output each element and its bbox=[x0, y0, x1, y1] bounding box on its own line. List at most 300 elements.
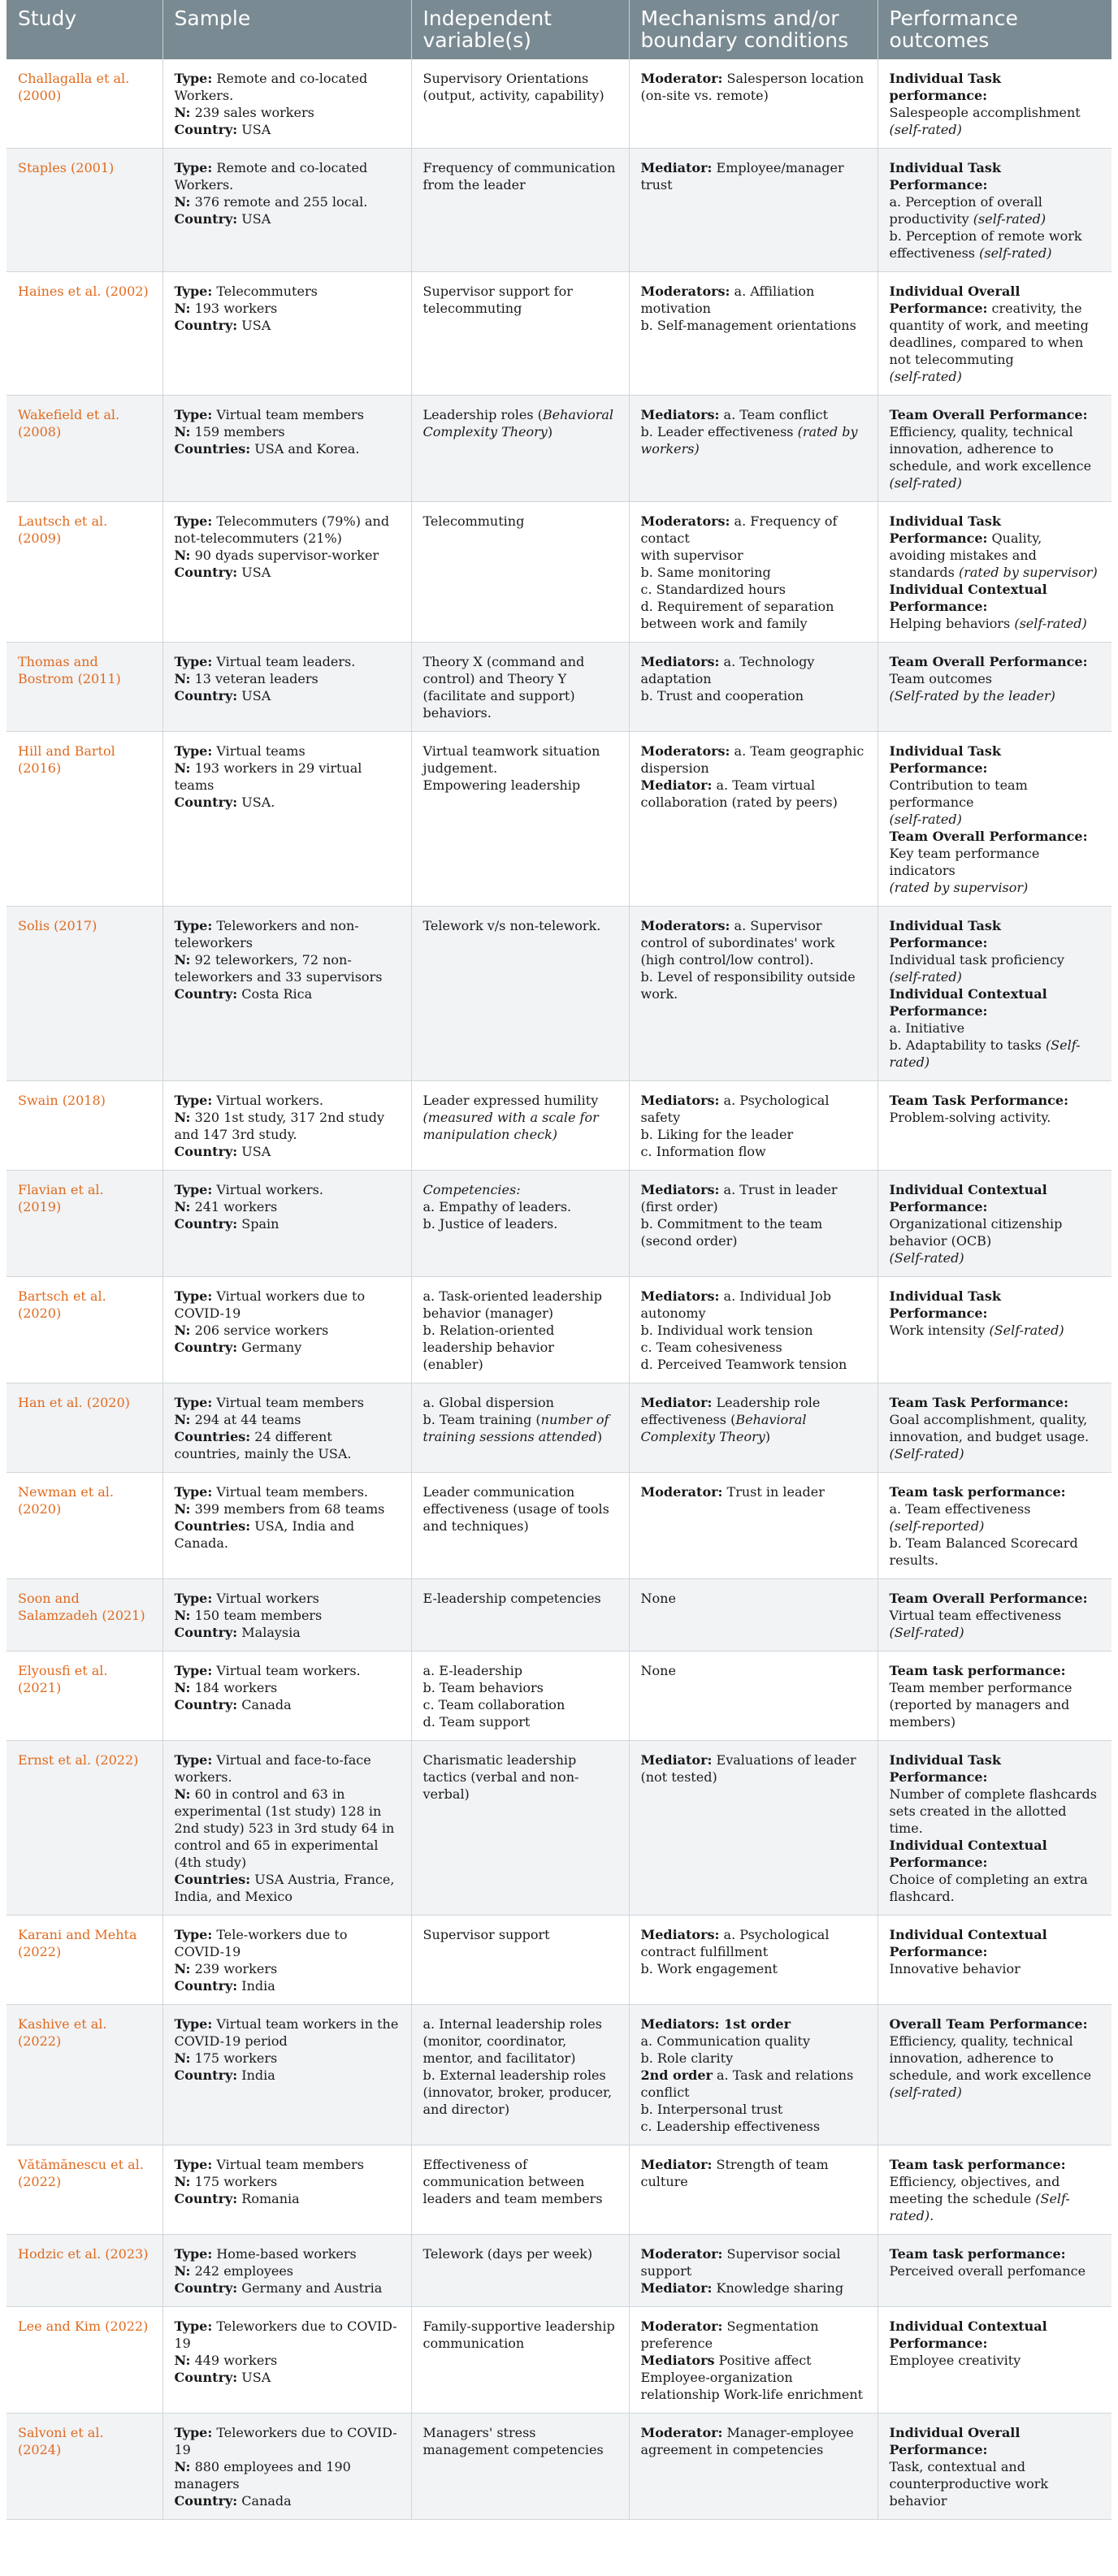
bold-label: Team task performance: bbox=[889, 1484, 1066, 1500]
study-link: Bartsch et al. (2020) bbox=[18, 1288, 106, 1321]
sample-label: N: bbox=[174, 2353, 191, 2368]
sample-value: 175 workers bbox=[194, 2050, 278, 2066]
italic-text: (Self-rated) bbox=[989, 1323, 1064, 1338]
cell-line bbox=[890, 1871, 1101, 1905]
cell-line bbox=[641, 406, 866, 423]
study-cell[interactable] bbox=[6, 149, 162, 272]
cell-line bbox=[890, 1662, 1101, 1679]
sample-line bbox=[175, 2369, 400, 2386]
bold-label: 2nd order bbox=[640, 2067, 713, 2083]
table-row bbox=[6, 1741, 1112, 1916]
independent-variable-cell bbox=[411, 2307, 629, 2414]
sample-value: Virtual team workers in the COVID-19 period bbox=[174, 2016, 399, 2049]
cell-line bbox=[423, 2156, 618, 2207]
cell-line bbox=[641, 1356, 866, 1373]
mechanisms-cell bbox=[629, 1171, 878, 1277]
sample-line bbox=[175, 1624, 400, 1641]
sample-value: Malaysia bbox=[241, 1625, 301, 1640]
line-text: Helping behaviors bbox=[889, 616, 1015, 631]
cell-line bbox=[641, 598, 866, 632]
independent-variable-cell bbox=[411, 1473, 629, 1579]
italic-text: (self-rated) bbox=[889, 369, 962, 384]
line-text: a. Technology adaptation bbox=[640, 654, 815, 686]
study-link: Elyousfi et al. (2021) bbox=[18, 1663, 108, 1695]
sample-cell bbox=[162, 2145, 411, 2235]
independent-variable-cell bbox=[411, 1277, 629, 1383]
cell-line bbox=[641, 1394, 866, 1445]
sample-cell bbox=[162, 59, 411, 149]
study-cell[interactable] bbox=[6, 1171, 162, 1277]
sample-line bbox=[175, 1288, 400, 1322]
italic-text: (Self-rated by the leader) bbox=[889, 688, 1055, 704]
sample-line bbox=[175, 121, 400, 138]
cell-line bbox=[641, 1181, 866, 1215]
line-text: c. Team collaboration bbox=[422, 1697, 566, 1712]
sample-value: Teleworkers and non-teleworkers bbox=[174, 918, 359, 950]
sample-value: 449 workers bbox=[194, 2353, 278, 2368]
sample-value: Romania bbox=[241, 2191, 300, 2206]
study-cell[interactable] bbox=[6, 2005, 162, 2145]
cell-line bbox=[890, 1483, 1101, 1500]
cell-line bbox=[423, 1679, 618, 1696]
bold-label: Moderator: bbox=[640, 71, 723, 86]
line-text: Leader expressed humility bbox=[422, 1093, 599, 1108]
cell-line bbox=[641, 2101, 866, 2118]
mechanisms-cell bbox=[629, 502, 878, 643]
line-text: a. Psychological contract fulfillment bbox=[640, 1927, 830, 1959]
italic-text: (Self-rated) bbox=[889, 1037, 1081, 1070]
line-text: a. Affiliation motivation bbox=[640, 284, 815, 316]
line-text: b. Team behaviors bbox=[422, 1680, 544, 1695]
sample-value: 239 workers bbox=[194, 1961, 278, 1976]
cell-line bbox=[890, 2156, 1101, 2173]
cell-line bbox=[423, 1662, 618, 1679]
sample-cell bbox=[162, 2005, 411, 2145]
line-text: a. Perception of overall productivity bbox=[889, 194, 1042, 227]
sample-line bbox=[175, 985, 400, 1002]
performance-outcomes-cell bbox=[878, 502, 1112, 643]
cell-line bbox=[890, 581, 1101, 615]
cell-line bbox=[641, 2033, 866, 2050]
line-text: Efficiency, objectives, and meeting the schedule bbox=[889, 2174, 1060, 2206]
study-cell[interactable] bbox=[6, 272, 162, 396]
sample-label: N: bbox=[174, 2174, 191, 2189]
cell-line bbox=[641, 2050, 866, 2067]
cell-line bbox=[890, 1751, 1101, 1786]
table-row bbox=[6, 1171, 1112, 1277]
cell-line bbox=[641, 1483, 866, 1500]
line-text: ) bbox=[765, 1429, 771, 1444]
line-text: a. Frequency of contact bbox=[640, 513, 838, 546]
cell-line bbox=[890, 406, 1101, 423]
cell-line bbox=[641, 1662, 866, 1679]
table-row bbox=[6, 732, 1112, 907]
sample-cell bbox=[162, 1171, 411, 1277]
study-cell[interactable] bbox=[6, 2307, 162, 2414]
mechanisms-cell bbox=[629, 149, 878, 272]
cell-line bbox=[890, 1590, 1101, 1607]
study-cell[interactable] bbox=[6, 1741, 162, 1916]
sample-value: Canada bbox=[241, 1697, 292, 1712]
sample-label: Country: bbox=[174, 688, 238, 704]
line-text: Organizational citizenship behavior (OCB) bbox=[889, 1216, 1063, 1249]
cell-line bbox=[423, 2015, 618, 2067]
table-row bbox=[6, 396, 1112, 502]
cell-line bbox=[423, 1215, 618, 1232]
italic-text: (Self-rated) bbox=[889, 1625, 964, 1640]
sample-cell bbox=[162, 1741, 411, 1916]
sample-label: Country: bbox=[174, 318, 238, 333]
mechanisms-cell bbox=[629, 1916, 878, 2005]
study-cell[interactable] bbox=[6, 2414, 162, 2520]
sample-line bbox=[175, 670, 400, 687]
bold-label: Moderators: bbox=[640, 284, 730, 299]
line-text: b. Self-management orientations bbox=[640, 318, 856, 333]
cell-line bbox=[641, 653, 866, 687]
bold-label: Moderators: bbox=[640, 743, 730, 759]
bold-label: Individual Contextual Performance: bbox=[889, 986, 1047, 1019]
sample-cell bbox=[162, 643, 411, 732]
line-text: b. Team training ( bbox=[422, 1412, 541, 1427]
cell-line bbox=[423, 1109, 618, 1143]
bold-label: Team Overall Performance: bbox=[889, 654, 1088, 669]
line-text: c. Leadership effectiveness bbox=[640, 2119, 821, 2134]
study-cell[interactable] bbox=[6, 2145, 162, 2235]
bold-label: Mediators: bbox=[640, 1288, 720, 1304]
sample-label: Country: bbox=[174, 2280, 238, 2296]
italic-text: (self-rated) bbox=[973, 211, 1046, 227]
mechanisms-cell bbox=[629, 643, 878, 732]
cell-line bbox=[641, 159, 866, 193]
cell-line bbox=[890, 1535, 1101, 1569]
independent-variable-cell bbox=[411, 502, 629, 643]
cell-line bbox=[641, 1322, 866, 1339]
sample-line bbox=[175, 1215, 400, 1232]
study-cell[interactable] bbox=[6, 643, 162, 732]
cell-line bbox=[890, 917, 1101, 951]
italic-text: (self-rated) bbox=[1014, 616, 1087, 631]
bold-label: Individual Task performance: bbox=[889, 71, 1001, 103]
study-cell[interactable] bbox=[6, 2235, 162, 2307]
study-link: Challagalla et al. (2000) bbox=[18, 71, 130, 103]
sample-value: Germany and Austria bbox=[241, 2280, 383, 2296]
cell-line bbox=[890, 1322, 1101, 1339]
sample-label: Country: bbox=[174, 2370, 238, 2385]
sample-value: Virtual team leaders. bbox=[216, 654, 356, 669]
table-row bbox=[6, 1652, 1112, 1741]
sample-label: Type: bbox=[174, 1927, 213, 1942]
sample-value: Remote and co-located Workers. bbox=[174, 71, 368, 103]
line-text: b. Commitment to the team (second order) bbox=[640, 1216, 823, 1249]
sample-value: India bbox=[241, 2067, 275, 2083]
performance-outcomes-cell bbox=[878, 907, 1112, 1081]
line-text: Work intensity bbox=[889, 1323, 990, 1338]
sample-label: Type: bbox=[174, 2246, 213, 2262]
study-cell[interactable] bbox=[6, 1277, 162, 1383]
sample-line bbox=[175, 794, 400, 811]
line-text: d. Requirement of separation between work and family bbox=[640, 599, 834, 631]
cell-line bbox=[890, 2458, 1101, 2509]
sample-value: Telecommuters bbox=[216, 284, 318, 299]
sample-line bbox=[175, 1428, 400, 1462]
cell-line bbox=[423, 2067, 618, 2118]
sample-line bbox=[175, 1322, 400, 1339]
bold-label: Mediator: bbox=[640, 2280, 713, 2296]
cell-line bbox=[423, 283, 618, 317]
sample-line bbox=[175, 2015, 400, 2050]
line-text: Contribution to team performance bbox=[889, 777, 1028, 810]
sample-value: USA. bbox=[241, 794, 275, 810]
sample-value: Home-based workers bbox=[216, 2246, 357, 2262]
bold-label: Moderator: bbox=[640, 2425, 723, 2440]
bold-label: Team task performance: bbox=[889, 2246, 1066, 2262]
cell-line bbox=[890, 1926, 1101, 1960]
sample-cell bbox=[162, 1652, 411, 1741]
mechanisms-cell bbox=[629, 907, 878, 1081]
sample-line bbox=[175, 1500, 400, 1517]
cell-line bbox=[890, 615, 1101, 632]
cell-line bbox=[641, 2156, 866, 2190]
line-text: Leadership roles ( bbox=[422, 407, 543, 422]
study-link: Swain (2018) bbox=[18, 1093, 106, 1108]
bold-label: Moderator: bbox=[640, 2318, 723, 2334]
sample-line bbox=[175, 1977, 400, 1994]
cell-line bbox=[890, 1500, 1101, 1517]
bold-label: Individual Task Performance: bbox=[889, 1752, 1001, 1785]
study-link: Han et al. (2020) bbox=[18, 1395, 130, 1410]
line-text: creativity, the quantity of work, and meeting deadlines, compared to when not telecommuting bbox=[889, 301, 1089, 367]
italic-text: (Self-rated) bbox=[889, 1250, 964, 1266]
cell-line bbox=[890, 2262, 1101, 2279]
cell-line bbox=[641, 2245, 866, 2279]
table-row bbox=[6, 1277, 1112, 1383]
cell-line bbox=[641, 777, 866, 811]
line-text: None bbox=[640, 1591, 676, 1606]
line-text: Frequency of communication from the leader bbox=[422, 160, 616, 193]
sample-value: Teleworkers due to COVID-19 bbox=[174, 2318, 397, 2351]
table-row bbox=[6, 272, 1112, 396]
study-cell[interactable] bbox=[6, 1652, 162, 1741]
line-text: b. Same monitoring bbox=[640, 565, 771, 580]
cell-line bbox=[890, 104, 1101, 121]
line-text: a. E-leadership bbox=[422, 1663, 522, 1678]
cell-line bbox=[423, 1483, 618, 1535]
sample-line bbox=[175, 2190, 400, 2207]
study-cell[interactable] bbox=[6, 907, 162, 1081]
line-text: b. Trust and cooperation bbox=[640, 688, 804, 704]
cell-line bbox=[890, 1411, 1101, 1445]
sample-line bbox=[175, 1696, 400, 1713]
bold-label: Mediators: bbox=[640, 407, 720, 422]
sample-label: Country: bbox=[174, 211, 238, 227]
study-cell[interactable] bbox=[6, 502, 162, 643]
bold-label: Individual Contextual Performance: bbox=[889, 2318, 1047, 2351]
table-row bbox=[6, 149, 1112, 272]
cell-line bbox=[641, 917, 866, 968]
bold-label: Moderators: bbox=[640, 513, 730, 529]
bold-label: Team Task Performance: bbox=[889, 1395, 1068, 1410]
cell-line bbox=[641, 1590, 866, 1607]
bold-label: Individual Overall Performance: bbox=[889, 2425, 1020, 2457]
header-row bbox=[6, 0, 1112, 59]
line-text: Innovative behavior bbox=[889, 1961, 1020, 1976]
study-link: Hill and Bartol (2016) bbox=[18, 743, 115, 776]
cell-line bbox=[641, 1215, 866, 1249]
cell-line bbox=[423, 653, 618, 721]
sample-label: Type: bbox=[174, 2425, 213, 2440]
performance-outcomes-cell bbox=[878, 1741, 1112, 1916]
study-cell[interactable] bbox=[6, 1579, 162, 1652]
cell-line bbox=[890, 879, 1101, 896]
sample-label: Countries: bbox=[174, 441, 251, 457]
sample-cell bbox=[162, 1579, 411, 1652]
cell-line bbox=[423, 406, 618, 440]
sample-value: 175 workers bbox=[194, 2174, 278, 2189]
sample-cell bbox=[162, 907, 411, 1081]
bold-label: Team Overall Performance: bbox=[889, 407, 1088, 422]
line-text: Supervisory Orientations (output, activity, capability) bbox=[422, 71, 604, 103]
performance-outcomes-cell bbox=[878, 2414, 1112, 2520]
sample-label: N: bbox=[174, 424, 191, 439]
study-link: Ernst et al. (2022) bbox=[18, 1752, 139, 1768]
sample-line bbox=[175, 70, 400, 104]
line-text: Segmentation preference bbox=[640, 2318, 819, 2351]
bold-label: Individual Contextual Performance: bbox=[889, 582, 1047, 614]
independent-variable-cell bbox=[411, 2235, 629, 2307]
sample-value: 241 workers bbox=[194, 1199, 278, 1214]
study-link: Salvoni et al. (2024) bbox=[18, 2425, 104, 2457]
line-text: b. Adaptability to tasks bbox=[889, 1037, 1046, 1053]
bold-label: Moderators: bbox=[640, 918, 730, 933]
bold-label: Individual Task Performance: bbox=[889, 513, 1001, 546]
line-text: a. Communication quality bbox=[640, 2033, 811, 2049]
cell-line bbox=[641, 423, 866, 457]
sample-cell bbox=[162, 1277, 411, 1383]
sample-value: USA Austria, France, India, and Mexico bbox=[174, 1872, 395, 1904]
study-cell[interactable] bbox=[6, 59, 162, 149]
sample-label: N: bbox=[174, 105, 191, 120]
cell-line bbox=[641, 1339, 866, 1356]
sample-label: Country: bbox=[174, 2067, 238, 2083]
sample-label: Type: bbox=[174, 1484, 213, 1500]
sample-label: Type: bbox=[174, 1093, 213, 1108]
bold-label: Team Task Performance: bbox=[889, 1093, 1068, 1108]
cell-line bbox=[890, 653, 1101, 670]
line-text: Number of complete flashcards sets created in the allotted time. bbox=[889, 1786, 1097, 1836]
bold-label: Team Overall Performance: bbox=[889, 1591, 1088, 1606]
sample-line bbox=[175, 2156, 400, 2173]
italic-text: (Self-rated). bbox=[889, 2191, 1070, 2223]
sample-line bbox=[175, 1751, 400, 1786]
study-cell[interactable] bbox=[6, 1473, 162, 1579]
sample-value: 90 dyads supervisor-worker bbox=[194, 548, 379, 563]
study-cell[interactable] bbox=[6, 1081, 162, 1171]
bold-label: Moderator: bbox=[640, 2246, 723, 2262]
line-text: ) bbox=[596, 1429, 603, 1444]
sample-value: Virtual team members bbox=[216, 1395, 364, 1410]
sample-line bbox=[175, 760, 400, 794]
cell-line bbox=[423, 1696, 618, 1713]
bold-label: Individual Task Performance: bbox=[889, 743, 1001, 776]
line-text: a. Supervisor control of subordinates' work (high control/low control). bbox=[640, 918, 835, 968]
cell-line bbox=[641, 2318, 866, 2352]
cell-line bbox=[890, 2015, 1101, 2033]
sample-line bbox=[175, 2318, 400, 2352]
cell-line bbox=[423, 1181, 618, 1198]
sample-value: 294 at 44 teams bbox=[194, 1412, 301, 1427]
sample-line bbox=[175, 1339, 400, 1356]
sample-label: N: bbox=[174, 1680, 191, 1695]
performance-outcomes-cell bbox=[878, 1579, 1112, 1652]
sample-value: 239 sales workers bbox=[194, 105, 314, 120]
mechanisms-cell bbox=[629, 1473, 878, 1579]
sample-label: Countries: bbox=[174, 1872, 251, 1887]
cell-line bbox=[641, 283, 866, 317]
cell-line bbox=[641, 547, 866, 564]
performance-outcomes-cell bbox=[878, 272, 1112, 396]
cell-line bbox=[641, 317, 866, 334]
line-text: Quality, avoiding mistakes and standards bbox=[889, 530, 1042, 580]
table-row bbox=[6, 1916, 1112, 2005]
sample-value: Virtual workers bbox=[216, 1591, 319, 1606]
line-text: a. Psychological safety bbox=[640, 1093, 830, 1125]
cell-line bbox=[423, 513, 618, 530]
sample-label: N: bbox=[174, 1786, 191, 1802]
sample-value: 399 members from 68 teams bbox=[194, 1501, 385, 1517]
sample-line bbox=[175, 1607, 400, 1624]
sample-label: Country: bbox=[174, 122, 238, 137]
bold-label: Team task performance: bbox=[889, 2157, 1066, 2172]
sample-label: Country: bbox=[174, 565, 238, 580]
cell-line bbox=[641, 2352, 866, 2403]
sample-line bbox=[175, 1092, 400, 1109]
sample-label: Type: bbox=[174, 918, 213, 933]
independent-variable-cell bbox=[411, 1579, 629, 1652]
cell-line bbox=[890, 1249, 1101, 1266]
sample-value: Telecommuters (79%) and not-telecommuters (21%) bbox=[174, 513, 390, 546]
italic-text: (self-reported) bbox=[889, 1518, 985, 1534]
independent-variable-cell bbox=[411, 1383, 629, 1473]
sample-line bbox=[175, 742, 400, 760]
study-cell[interactable] bbox=[6, 1916, 162, 2005]
line-text: Team outcomes bbox=[889, 671, 993, 686]
study-cell[interactable] bbox=[6, 732, 162, 907]
line-text: with supervisor bbox=[640, 548, 743, 563]
sample-line bbox=[175, 564, 400, 581]
cell-line bbox=[423, 2424, 618, 2458]
line-text: Positive affect Employee-organization relationship Work-life enrichment bbox=[640, 2353, 864, 2402]
study-cell[interactable] bbox=[6, 1383, 162, 1473]
mechanisms-cell bbox=[629, 59, 878, 149]
sample-value: 150 team members bbox=[194, 1608, 323, 1623]
study-link: Newman et al. (2020) bbox=[18, 1484, 114, 1517]
line-text: Choice of completing an extra flashcard. bbox=[889, 1872, 1088, 1904]
sample-line bbox=[175, 283, 400, 300]
cell-line bbox=[890, 70, 1101, 104]
cell-line bbox=[890, 2318, 1101, 2352]
sample-line bbox=[175, 317, 400, 334]
sample-value: Germany bbox=[241, 1340, 302, 1355]
study-cell[interactable] bbox=[6, 396, 162, 502]
line-text: Key team performance indicators bbox=[889, 846, 1040, 878]
sample-label: Type: bbox=[174, 1591, 213, 1606]
performance-outcomes-cell bbox=[878, 396, 1112, 502]
line-text: Telework v/s non-telework. bbox=[422, 918, 601, 933]
cell-line bbox=[890, 1394, 1101, 1411]
bold-label: Mediator: bbox=[640, 1752, 713, 1768]
cell-line bbox=[890, 1181, 1101, 1215]
line-text: Strength of team culture bbox=[640, 2157, 829, 2189]
